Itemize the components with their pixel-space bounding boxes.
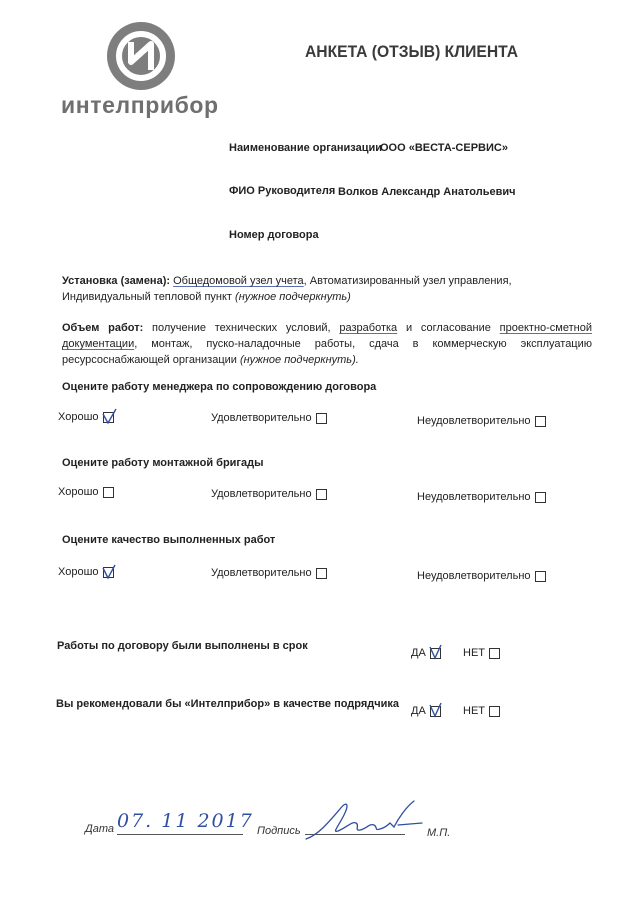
installation-lead: Установка (замена): [62, 275, 171, 287]
signature-handwritten [298, 795, 428, 845]
scope-hint: (нужное подчеркнуть). [239, 354, 359, 366]
rating-manager-bad[interactable] [417, 415, 546, 427]
scope-text-1a: получение технических условий, [152, 322, 331, 334]
option-label: Удовлетворительно [211, 488, 312, 500]
rating-question-manager: Оцените работу менеджера по сопровождению договора [62, 381, 377, 393]
signature-label: Подпись [257, 825, 301, 837]
checkbox[interactable] [103, 487, 114, 498]
scope-line-1 [62, 320, 592, 336]
logo-text: интелприбор [61, 92, 219, 118]
rating-team-bad[interactable] [417, 491, 546, 503]
deadline-yes[interactable] [411, 647, 441, 659]
option-label: Удовлетворительно [211, 412, 312, 424]
yesno-question-deadline: Работы по договору были выполнены в срок [57, 640, 308, 652]
rating-manager-good[interactable] [58, 411, 114, 423]
rating-quality-good[interactable] [58, 566, 114, 578]
scope-underlined-design: разработка [339, 322, 398, 334]
rating-manager-ok[interactable] [211, 412, 327, 424]
date-line [117, 834, 243, 835]
checkbox[interactable] [489, 706, 500, 717]
checkbox[interactable] [430, 648, 441, 659]
option-label: Хорошо [58, 566, 99, 578]
contract-label: Номер договора [229, 229, 319, 241]
checkbox[interactable] [535, 492, 546, 503]
checkbox[interactable] [489, 648, 500, 659]
recommend-yes[interactable] [411, 705, 441, 717]
date-label: Дата [85, 823, 115, 835]
scope-underlined-estimate: проектно-сметной [499, 322, 593, 334]
option-label: Хорошо [58, 411, 99, 423]
installation-hint: (нужное подчеркнуть) [235, 291, 351, 303]
option-label: Удовлетворительно [211, 567, 312, 579]
installation-underlined-item: Общедомовой узел учета [173, 275, 304, 287]
installation-rest: , Автоматизированный узел управления, Индивидуальный тепловой пункт [62, 275, 512, 303]
scope-underlined-docs: документации [62, 338, 135, 350]
scope-text-1c: и согласование [405, 322, 491, 334]
scope-line-2 [62, 336, 592, 352]
director-label: ФИО Руководителя [229, 185, 336, 197]
deadline-no[interactable] [463, 647, 500, 659]
checkbox[interactable] [430, 706, 441, 717]
checkbox[interactable] [535, 571, 546, 582]
option-label: НЕТ [463, 705, 485, 717]
rating-question-installation-team: Оцените работу монтажной бригады [62, 457, 264, 469]
option-label: Хорошо [58, 486, 99, 498]
rating-team-good[interactable] [58, 486, 114, 498]
option-label: НЕТ [463, 647, 485, 659]
option-label: Неудовлетворительно [417, 570, 531, 582]
logo-icon [107, 22, 175, 90]
option-label: ДА [411, 647, 426, 659]
org-value: ООО «ВЕСТА-СЕРВИС» [380, 142, 508, 154]
scope-line-3 [62, 352, 592, 368]
page-title: АНКЕТА (ОТЗЫВ) КЛИЕНТА [305, 42, 519, 61]
checkbox[interactable] [316, 413, 327, 424]
scope-lead: Объем работ: [62, 322, 144, 334]
rating-quality-bad[interactable] [417, 570, 546, 582]
org-label: Наименование организации [229, 142, 383, 154]
rating-quality-ok[interactable] [211, 567, 327, 579]
date-handwritten: 07. 11 2017 [117, 810, 254, 832]
rating-question-quality: Оцените качество выполненных работ [62, 534, 276, 546]
recommend-no[interactable] [463, 705, 500, 717]
scope-paragraph [62, 320, 592, 368]
scope-text-3: ресурсоснабжающей организации [62, 354, 240, 366]
scope-text-2b: , монтаж, пуско-наладочные работы, сдача в коммерческую эксплуатацию [134, 338, 592, 350]
checkbox[interactable] [316, 489, 327, 500]
stamp-label: М.П. [427, 827, 451, 839]
director-value: Волков Александр Анатольевич [338, 186, 516, 198]
option-label: Неудовлетворительно [417, 491, 531, 503]
checkbox[interactable] [316, 568, 327, 579]
checkbox[interactable] [103, 567, 114, 578]
yesno-question-recommend: Вы рекомендовали бы «Интелприбор» в качестве подрядчика [56, 698, 400, 710]
installation-paragraph [62, 273, 592, 305]
checkbox[interactable] [103, 412, 114, 423]
checkbox[interactable] [535, 416, 546, 427]
option-label: ДА [411, 705, 426, 717]
rating-team-ok[interactable] [211, 488, 327, 500]
option-label: Неудовлетворительно [417, 415, 531, 427]
